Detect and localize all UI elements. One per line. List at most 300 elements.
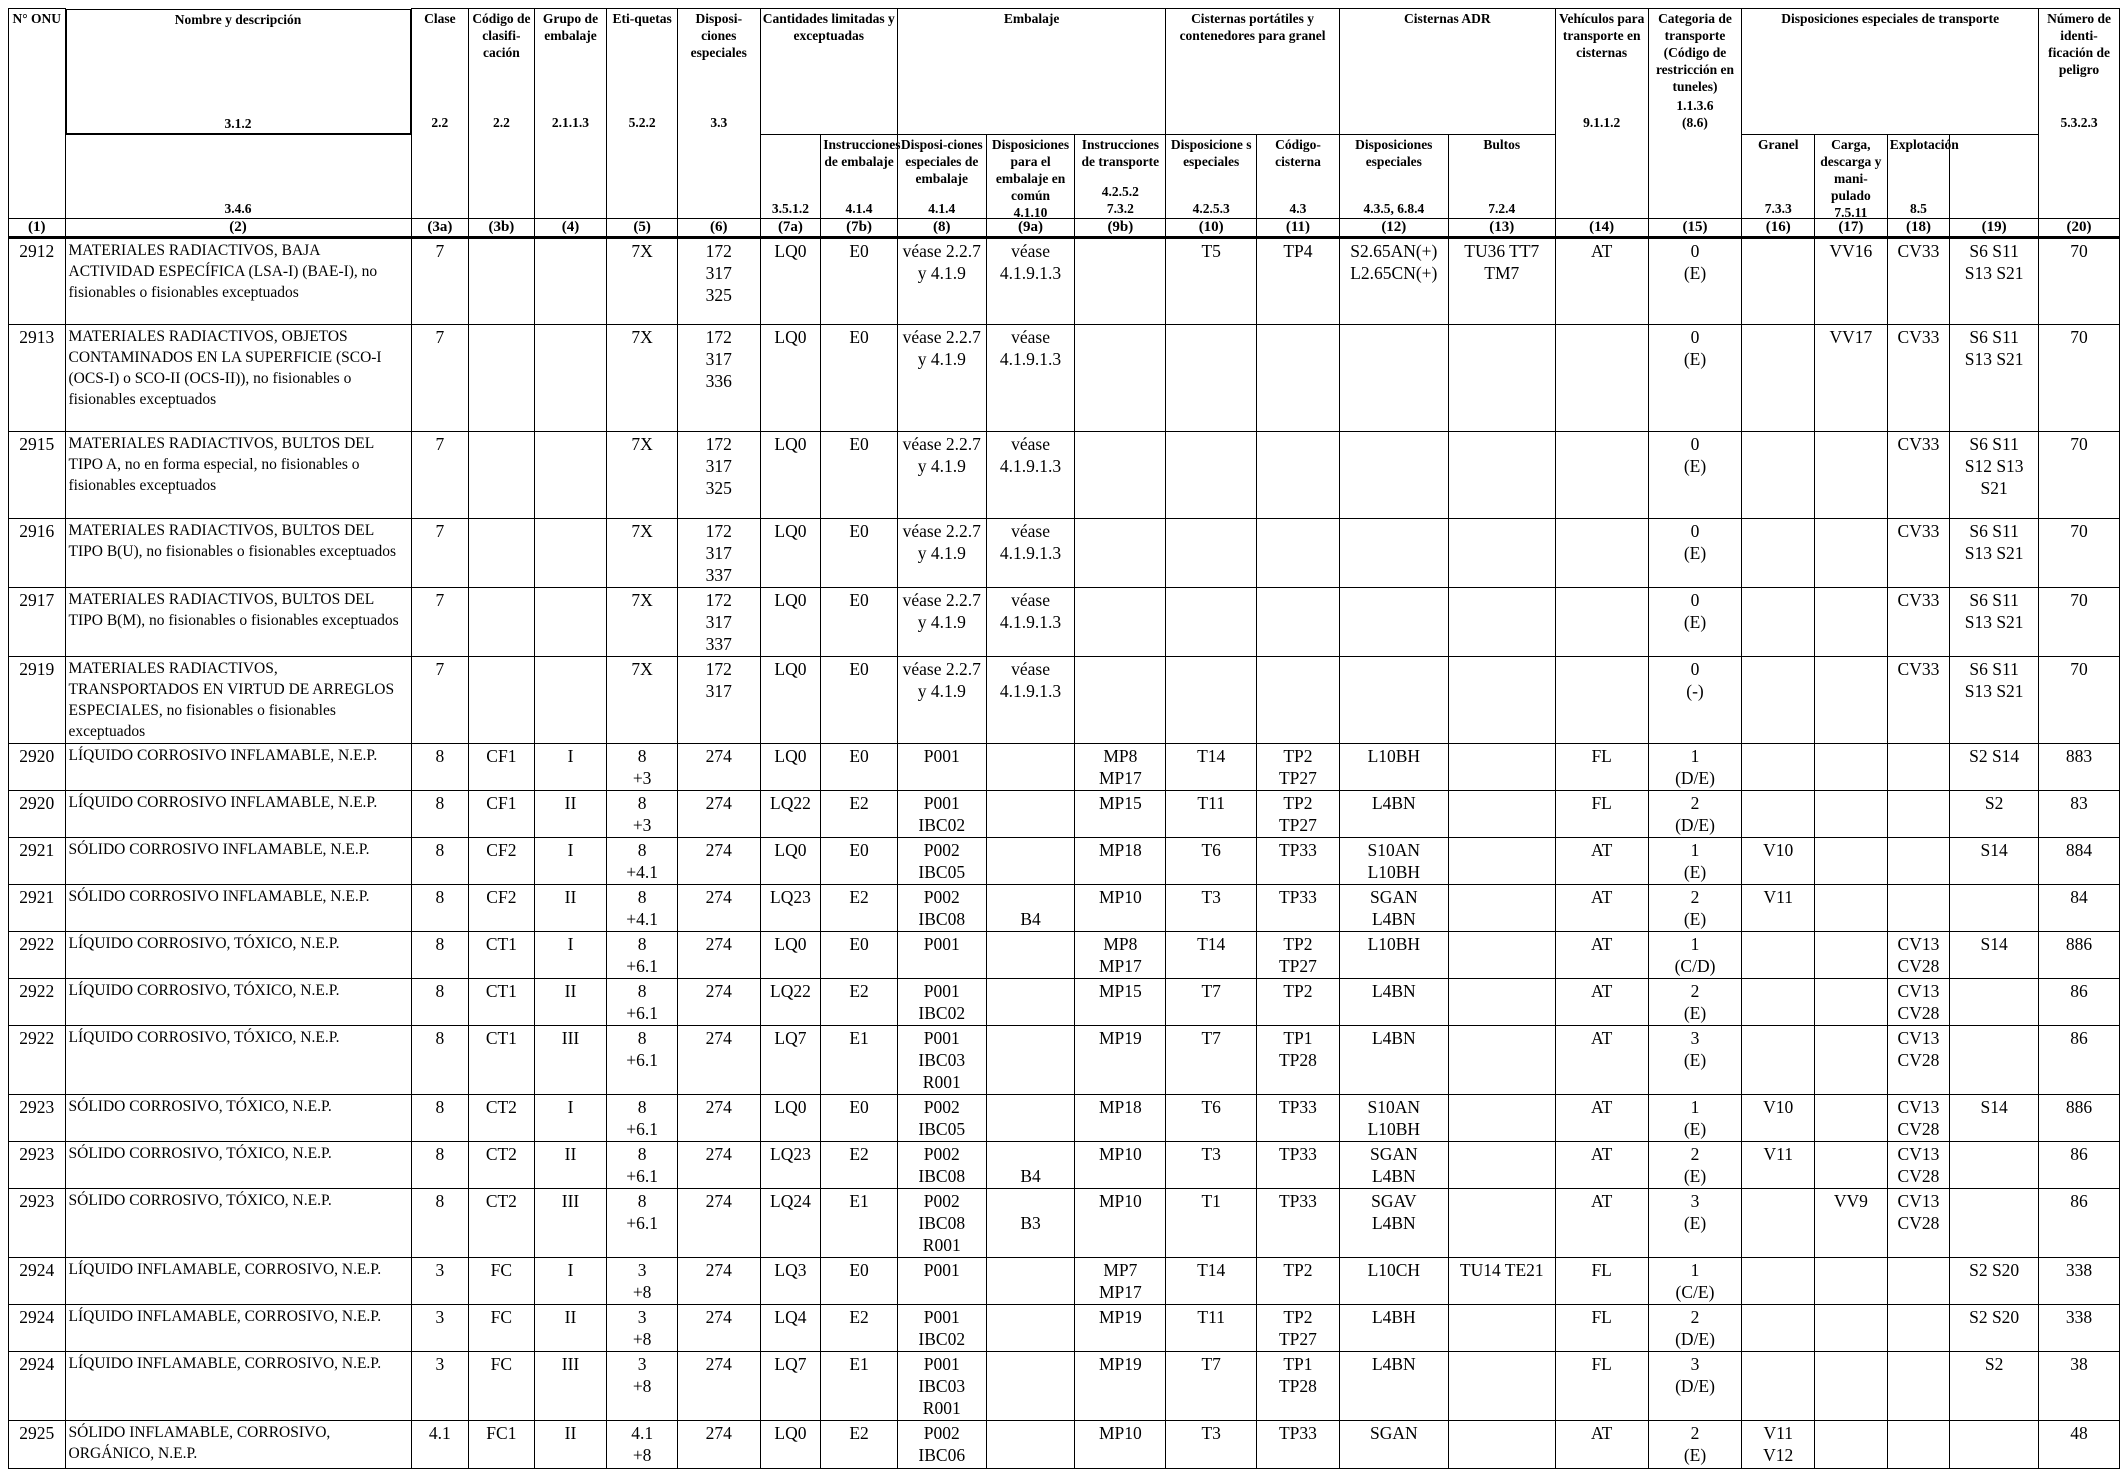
cell-packing-group <box>534 518 607 587</box>
cell-tank-provisions <box>1448 884 1555 931</box>
cell-class: 8 <box>411 790 469 837</box>
cell-excepted-quantity: E0 <box>821 1257 898 1304</box>
cell-mixed-packing: MP10 <box>1075 1141 1166 1188</box>
cell-mixed-packing: MP19 <box>1075 1025 1166 1094</box>
header-emb-comun: Disposiciones para el embalaje en común 4.1.10 <box>986 134 1075 218</box>
cell-transport-category: 1 (E) <box>1648 1094 1742 1141</box>
column-number: (17) <box>1815 218 1888 237</box>
cell-portable-tank-provisions <box>1257 518 1340 587</box>
cell-name-description: MATERIALES RADIACTIVOS, OBJETOS CONTAMINADOS EN LA SUPERFICIE (SCO-I (OCS-I) o SCO-II (OCS-II)), no fisionables o fisionables exceptuados <box>65 324 411 431</box>
cell-mixed-packing: MP10 <box>1075 884 1166 931</box>
cell-special-provisions: 172 317 336 <box>677 324 760 431</box>
cell-transport-category: 0 (E) <box>1648 237 1742 324</box>
cell-tank-code: L4BN <box>1339 1025 1448 1094</box>
cell-excepted-quantity: E0 <box>821 837 898 884</box>
cell-labels: 8 +6.1 <box>607 1188 678 1257</box>
cell-classification-code: FC1 <box>469 1420 535 1468</box>
cell-limited-quantity: LQ0 <box>760 743 821 790</box>
header-clase: Clase 2.2 <box>411 9 469 219</box>
cell-class: 8 <box>411 1025 469 1094</box>
table-row <box>9 790 2120 837</box>
cell-operation <box>1950 884 2039 931</box>
cell-special-packing-provisions <box>986 1351 1075 1420</box>
cell-tank-provisions <box>1448 931 1555 978</box>
cell-loading-unloading <box>1887 1351 1950 1420</box>
cell-tank-code: SGAV L4BN <box>1339 1188 1448 1257</box>
cell-classification-code <box>469 656 535 743</box>
cell-tank-vehicle: FL <box>1555 1304 1648 1351</box>
header-cisternas-portatiles: Cisternas portátiles y contenedores para granel <box>1166 9 1340 135</box>
cell-special-provisions: 172 317 325 <box>677 431 760 518</box>
cell-portable-tank-provisions <box>1257 431 1340 518</box>
cell-mixed-packing: MP10 <box>1075 1188 1166 1257</box>
cell-hazard-number: 84 <box>2039 884 2120 931</box>
cell-tank-provisions <box>1448 656 1555 743</box>
header-cp-instr: Instrucciones de transporte 4.2.5.2 7.3.2 <box>1075 134 1166 218</box>
cell-excepted-quantity: E2 <box>821 1304 898 1351</box>
cell-loading-unloading: CV13 CV28 <box>1887 1025 1950 1094</box>
cell-name-description: SÓLIDO CORROSIVO, TÓXICO, N.E.P. <box>65 1188 411 1257</box>
cell-tank-vehicle: AT <box>1555 237 1648 324</box>
cell-loading-unloading: CV33 <box>1887 518 1950 587</box>
cell-labels: 3 +8 <box>607 1304 678 1351</box>
cell-carriage-bulk <box>1815 656 1888 743</box>
cell-operation <box>1950 1420 2039 1468</box>
cell-carriage-packages <box>1742 1257 1815 1304</box>
cell-onu-number: 2922 <box>9 978 66 1025</box>
cell-hazard-number: 38 <box>2039 1351 2120 1420</box>
cell-carriage-packages <box>1742 587 1815 656</box>
cell-limited-quantity: LQ0 <box>760 587 821 656</box>
cell-carriage-packages <box>1742 743 1815 790</box>
cell-limited-quantity: LQ0 <box>760 931 821 978</box>
cell-name-description: LÍQUIDO CORROSIVO INFLAMABLE, N.E.P. <box>65 790 411 837</box>
cell-packing-group: III <box>534 1188 607 1257</box>
cell-portable-tank-provisions: TP1 TP28 <box>1257 1025 1340 1094</box>
cell-special-packing-provisions <box>986 743 1075 790</box>
cell-classification-code <box>469 324 535 431</box>
cell-portable-tank-instructions: T14 <box>1166 1257 1257 1304</box>
cell-portable-tank-provisions <box>1257 587 1340 656</box>
header-codigo: Código de clasifi-cación 2.2 <box>469 9 535 219</box>
cell-loading-unloading: CV33 <box>1887 656 1950 743</box>
cell-tank-code: L4BN <box>1339 978 1448 1025</box>
cell-hazard-number: 86 <box>2039 1025 2120 1094</box>
cell-loading-unloading: CV13 CV28 <box>1887 1188 1950 1257</box>
cell-classification-code: CT2 <box>469 1188 535 1257</box>
cell-packing-instructions: véase 2.2.7 y 4.1.9 <box>897 587 986 656</box>
cell-packing-instructions: P001 <box>897 931 986 978</box>
cell-operation: S14 <box>1950 931 2039 978</box>
cell-tank-vehicle <box>1555 324 1648 431</box>
table-row <box>9 324 2120 431</box>
column-number: (8) <box>897 218 986 237</box>
cell-transport-category: 2 (D/E) <box>1648 790 1742 837</box>
cell-classification-code <box>469 431 535 518</box>
cell-tank-vehicle: AT <box>1555 1025 1648 1094</box>
cell-class: 3 <box>411 1351 469 1420</box>
cell-excepted-quantity: E0 <box>821 931 898 978</box>
cell-carriage-packages: V11 V12 <box>1742 1420 1815 1468</box>
cell-onu-number: 2913 <box>9 324 66 431</box>
cell-carriage-bulk <box>1815 1094 1888 1141</box>
cell-name-description: LÍQUIDO INFLAMABLE, CORROSIVO, N.E.P. <box>65 1304 411 1351</box>
cell-special-provisions: 274 <box>677 978 760 1025</box>
cell-mixed-packing: MP8 MP17 <box>1075 743 1166 790</box>
cell-portable-tank-instructions: T6 <box>1166 837 1257 884</box>
cell-portable-tank-provisions: TP2 TP27 <box>1257 743 1340 790</box>
cell-packing-instructions: véase 2.2.7 y 4.1.9 <box>897 431 986 518</box>
header-disposiciones: Disposi-ciones especiales 3.3 <box>677 9 760 219</box>
cell-special-packing-provisions: B4 <box>986 1141 1075 1188</box>
header-embalaje: Embalaje <box>897 9 1165 135</box>
cell-transport-category: 0 (E) <box>1648 324 1742 431</box>
cell-operation: S2 S20 <box>1950 1304 2039 1351</box>
cell-excepted-quantity: E1 <box>821 1351 898 1420</box>
cell-carriage-packages <box>1742 656 1815 743</box>
cell-special-packing-provisions: B4 <box>986 884 1075 931</box>
cell-transport-category: 0 (E) <box>1648 587 1742 656</box>
column-number: (6) <box>677 218 760 237</box>
cell-excepted-quantity: E1 <box>821 1188 898 1257</box>
cell-mixed-packing: MP15 <box>1075 978 1166 1025</box>
header-nombre: Nombre y descripción 3.1.2 <box>66 9 411 134</box>
cell-hazard-number: 70 <box>2039 237 2120 324</box>
cell-carriage-packages <box>1742 1025 1815 1094</box>
cell-tank-code: S10AN L10BH <box>1339 837 1448 884</box>
cell-tank-provisions <box>1448 1351 1555 1420</box>
cell-special-packing-provisions <box>986 837 1075 884</box>
cell-limited-quantity: LQ7 <box>760 1351 821 1420</box>
header-cisternas-adr: Cisternas ADR <box>1339 9 1555 135</box>
cell-carriage-bulk <box>1815 587 1888 656</box>
table-row <box>9 1188 2120 1257</box>
cell-tank-vehicle: FL <box>1555 743 1648 790</box>
cell-limited-quantity: LQ23 <box>760 884 821 931</box>
header-cp-disp: Disposicione s especiales 4.2.5.3 <box>1166 134 1257 218</box>
cell-name-description: MATERIALES RADIACTIVOS, TRANSPORTADOS EN VIRTUD DE ARREGLOS ESPECIALES, no fisionables o fisionables exceptuados <box>65 656 411 743</box>
header-peligro: Número de identi-ficación de peligro 5.3.2.3 <box>2039 9 2120 219</box>
cell-tank-vehicle: AT <box>1555 931 1648 978</box>
cell-tank-code <box>1339 587 1448 656</box>
cell-operation: S6 S11 S13 S21 <box>1950 324 2039 431</box>
cell-packing-group: II <box>534 1304 607 1351</box>
cell-onu-number: 2917 <box>9 587 66 656</box>
cell-tank-vehicle: AT <box>1555 1188 1648 1257</box>
cell-limited-quantity: LQ0 <box>760 431 821 518</box>
cell-transport-category: 3 (D/E) <box>1648 1351 1742 1420</box>
cell-onu-number: 2924 <box>9 1351 66 1420</box>
cell-mixed-packing <box>1075 518 1166 587</box>
cell-loading-unloading: CV33 <box>1887 587 1950 656</box>
cell-tank-provisions <box>1448 587 1555 656</box>
cell-hazard-number: 884 <box>2039 837 2120 884</box>
cell-special-provisions: 172 317 <box>677 656 760 743</box>
cell-class: 8 <box>411 1141 469 1188</box>
cell-class: 7 <box>411 431 469 518</box>
cell-special-provisions: 274 <box>677 1351 760 1420</box>
cell-packing-instructions: véase 2.2.7 y 4.1.9 <box>897 324 986 431</box>
cell-operation: S2 S14 <box>1950 743 2039 790</box>
cell-loading-unloading: CV33 <box>1887 324 1950 431</box>
cell-tank-provisions <box>1448 324 1555 431</box>
cell-classification-code: CT1 <box>469 1025 535 1094</box>
cell-tank-vehicle: AT <box>1555 837 1648 884</box>
cell-transport-category: 3 (E) <box>1648 1188 1742 1257</box>
cell-class: 8 <box>411 743 469 790</box>
cell-portable-tank-provisions: TP2 TP27 <box>1257 1304 1340 1351</box>
cell-hazard-number: 70 <box>2039 324 2120 431</box>
cell-tank-vehicle: AT <box>1555 1420 1648 1468</box>
cell-packing-group <box>534 656 607 743</box>
cell-loading-unloading: CV13 CV28 <box>1887 978 1950 1025</box>
cell-onu-number: 2921 <box>9 884 66 931</box>
table-row <box>9 1141 2120 1188</box>
cell-packing-group: I <box>534 743 607 790</box>
cell-special-provisions: 274 <box>677 1141 760 1188</box>
header-etiquetas: Eti-quetas 5.2.2 <box>607 9 678 219</box>
cell-onu-number: 2922 <box>9 931 66 978</box>
cell-tank-code: SGAN L4BN <box>1339 1141 1448 1188</box>
cell-packing-instructions: P002 IBC05 <box>897 837 986 884</box>
cell-class: 7 <box>411 518 469 587</box>
header-onu: N° ONU <box>9 9 66 219</box>
cell-loading-unloading <box>1887 790 1950 837</box>
column-number: (5) <box>607 218 678 237</box>
cell-special-provisions: 274 <box>677 1304 760 1351</box>
cell-special-packing-provisions: véase 4.1.9.1.3 <box>986 237 1075 324</box>
cell-excepted-quantity: E0 <box>821 431 898 518</box>
cell-special-packing-provisions: véase 4.1.9.1.3 <box>986 587 1075 656</box>
cell-tank-provisions <box>1448 1304 1555 1351</box>
cell-name-description: MATERIALES RADIACTIVOS, BULTOS DEL TIPO B(M), no fisionables o fisionables exceptuados <box>65 587 411 656</box>
table-body <box>9 237 2120 1468</box>
column-number: (20) <box>2039 218 2120 237</box>
cell-name-description: SÓLIDO CORROSIVO, TÓXICO, N.E.P. <box>65 1141 411 1188</box>
cell-loading-unloading: CV13 CV28 <box>1887 1141 1950 1188</box>
column-number: (9b) <box>1075 218 1166 237</box>
cell-mixed-packing <box>1075 431 1166 518</box>
cell-labels: 4.1 +8 <box>607 1420 678 1468</box>
cell-hazard-number: 70 <box>2039 587 2120 656</box>
column-number: (7a) <box>760 218 821 237</box>
cell-labels: 8 +4.1 <box>607 884 678 931</box>
cell-portable-tank-provisions: TP33 <box>1257 1094 1340 1141</box>
cell-packing-group <box>534 431 607 518</box>
cell-tank-provisions: TU14 TE21 <box>1448 1257 1555 1304</box>
header-disp-transporte: Disposiciones especiales de transporte <box>1742 9 2039 135</box>
cell-transport-category: 3 (E) <box>1648 1025 1742 1094</box>
cell-limited-quantity: LQ7 <box>760 1025 821 1094</box>
cell-mixed-packing <box>1075 656 1166 743</box>
ref-2: 3.1.2 <box>224 115 252 131</box>
table-row <box>9 978 2120 1025</box>
column-number: (10) <box>1166 218 1257 237</box>
cell-limited-quantity: LQ0 <box>760 324 821 431</box>
table-row <box>9 431 2120 518</box>
column-number: (18) <box>1887 218 1950 237</box>
cell-transport-category: 0 (-) <box>1648 656 1742 743</box>
cell-tank-code: S2.65AN(+) L2.65CN(+) <box>1339 237 1448 324</box>
cell-portable-tank-provisions <box>1257 324 1340 431</box>
cell-carriage-bulk <box>1815 518 1888 587</box>
cell-packing-instructions: P002 IBC08 R001 <box>897 1188 986 1257</box>
cell-packing-instructions: P001 <box>897 743 986 790</box>
cell-labels: 7X <box>607 518 678 587</box>
cell-labels: 3 +8 <box>607 1351 678 1420</box>
cell-portable-tank-instructions: T7 <box>1166 1351 1257 1420</box>
cell-special-provisions: 274 <box>677 837 760 884</box>
cell-loading-unloading <box>1887 1257 1950 1304</box>
cell-onu-number: 2924 <box>9 1304 66 1351</box>
cell-tank-provisions <box>1448 1188 1555 1257</box>
cell-limited-quantity: LQ22 <box>760 790 821 837</box>
cell-portable-tank-instructions: T14 <box>1166 743 1257 790</box>
cell-tank-code <box>1339 518 1448 587</box>
cell-tank-code: L10BH <box>1339 931 1448 978</box>
cell-transport-category: 2 (E) <box>1648 978 1742 1025</box>
cell-special-packing-provisions <box>986 1420 1075 1468</box>
column-number: (14) <box>1555 218 1648 237</box>
cell-carriage-bulk <box>1815 837 1888 884</box>
cell-operation <box>1950 978 2039 1025</box>
cell-packing-group <box>534 324 607 431</box>
cell-mixed-packing: MP19 <box>1075 1351 1166 1420</box>
cell-carriage-packages <box>1742 978 1815 1025</box>
cell-transport-category: 0 (E) <box>1648 518 1742 587</box>
cell-labels: 8 +6.1 <box>607 978 678 1025</box>
cell-loading-unloading <box>1887 1304 1950 1351</box>
cell-tank-provisions <box>1448 743 1555 790</box>
cell-tank-vehicle: AT <box>1555 978 1648 1025</box>
cell-carriage-packages <box>1742 1351 1815 1420</box>
cell-portable-tank-provisions: TP2 <box>1257 1257 1340 1304</box>
cell-transport-category: 0 (E) <box>1648 431 1742 518</box>
column-number: (3a) <box>411 218 469 237</box>
cell-portable-tank-instructions: T3 <box>1166 884 1257 931</box>
cell-carriage-bulk <box>1815 1025 1888 1094</box>
cell-carriage-packages <box>1742 324 1815 431</box>
cell-packing-group: II <box>534 978 607 1025</box>
cell-packing-instructions: véase 2.2.7 y 4.1.9 <box>897 237 986 324</box>
column-number: (11) <box>1257 218 1340 237</box>
cell-onu-number: 2924 <box>9 1257 66 1304</box>
cell-name-description: LÍQUIDO CORROSIVO INFLAMABLE, N.E.P. <box>65 743 411 790</box>
cell-operation: S14 <box>1950 1094 2039 1141</box>
cell-class: 3 <box>411 1304 469 1351</box>
cell-hazard-number: 883 <box>2039 743 2120 790</box>
cell-carriage-packages <box>1742 931 1815 978</box>
header-vehiculos: Vehículos para transporte en cisternas 9.1.1.2 <box>1555 9 1648 219</box>
cell-special-provisions: 172 317 337 <box>677 518 760 587</box>
cell-hazard-number: 86 <box>2039 1188 2120 1257</box>
cell-tank-provisions <box>1448 1141 1555 1188</box>
cell-classification-code: FC <box>469 1351 535 1420</box>
cell-portable-tank-instructions: T11 <box>1166 1304 1257 1351</box>
cell-class: 8 <box>411 1094 469 1141</box>
cell-hazard-number: 886 <box>2039 931 2120 978</box>
cell-special-packing-provisions <box>986 790 1075 837</box>
cell-tank-vehicle <box>1555 587 1648 656</box>
cell-tank-vehicle <box>1555 656 1648 743</box>
cell-excepted-quantity: E2 <box>821 1141 898 1188</box>
cell-transport-category: 2 (E) <box>1648 1141 1742 1188</box>
cell-special-packing-provisions: véase 4.1.9.1.3 <box>986 656 1075 743</box>
cell-special-provisions: 274 <box>677 1094 760 1141</box>
cell-tank-code <box>1339 431 1448 518</box>
cell-transport-category: 1 (C/D) <box>1648 931 1742 978</box>
column-number: (4) <box>534 218 607 237</box>
cell-classification-code: FC <box>469 1257 535 1304</box>
cell-operation <box>1950 1188 2039 1257</box>
cell-class: 8 <box>411 884 469 931</box>
cell-transport-category: 2 (E) <box>1648 884 1742 931</box>
cell-portable-tank-instructions: T6 <box>1166 1094 1257 1141</box>
cell-special-packing-provisions: véase 4.1.9.1.3 <box>986 431 1075 518</box>
cell-carriage-bulk <box>1815 431 1888 518</box>
cell-limited-quantity: LQ3 <box>760 1257 821 1304</box>
cell-packing-group: II <box>534 1141 607 1188</box>
table-row <box>9 1094 2120 1141</box>
cell-name-description: SÓLIDO INFLAMABLE, CORROSIVO, ORGÁNICO, N.E.P. <box>65 1420 411 1468</box>
cell-limited-quantity: LQ0 <box>760 237 821 324</box>
cell-packing-instructions: P001 IBC03 R001 <box>897 1025 986 1094</box>
cell-loading-unloading: CV13 CV28 <box>1887 1094 1950 1141</box>
column-number: (19) <box>1950 218 2039 237</box>
cell-special-packing-provisions <box>986 1094 1075 1141</box>
cell-hazard-number: 70 <box>2039 656 2120 743</box>
cell-excepted-quantity: E1 <box>821 1025 898 1094</box>
cell-classification-code <box>469 518 535 587</box>
cell-carriage-packages <box>1742 518 1815 587</box>
cell-tank-code <box>1339 656 1448 743</box>
cell-name-description: LÍQUIDO INFLAMABLE, CORROSIVO, N.E.P. <box>65 1257 411 1304</box>
column-number: (15) <box>1648 218 1742 237</box>
cell-hazard-number: 338 <box>2039 1304 2120 1351</box>
cell-tank-provisions: TU36 TT7 TM7 <box>1448 237 1555 324</box>
cell-onu-number: 2920 <box>9 743 66 790</box>
cell-name-description: SÓLIDO CORROSIVO, TÓXICO, N.E.P. <box>65 1094 411 1141</box>
cell-portable-tank-instructions: T5 <box>1166 237 1257 324</box>
cell-tank-provisions <box>1448 1420 1555 1468</box>
cell-limited-quantity: LQ23 <box>760 1141 821 1188</box>
cell-special-provisions: 274 <box>677 790 760 837</box>
cell-packing-instructions: P002 IBC06 <box>897 1420 986 1468</box>
cell-tank-vehicle: FL <box>1555 790 1648 837</box>
cell-special-provisions: 274 <box>677 1025 760 1094</box>
cell-mixed-packing: MP15 <box>1075 790 1166 837</box>
cell-limited-quantity: LQ22 <box>760 978 821 1025</box>
table-row <box>9 1304 2120 1351</box>
header-7b: 3.5.1.2 <box>760 134 821 218</box>
cell-special-packing-provisions: B3 <box>986 1188 1075 1257</box>
cell-operation <box>1950 1025 2039 1094</box>
cell-labels: 8 +3 <box>607 743 678 790</box>
cell-name-description: LÍQUIDO CORROSIVO, TÓXICO, N.E.P. <box>65 931 411 978</box>
cell-operation: S14 <box>1950 837 2039 884</box>
cell-tank-code: L4BN <box>1339 1351 1448 1420</box>
column-number: (1) <box>9 218 66 237</box>
cell-packing-instructions: P002 IBC05 <box>897 1094 986 1141</box>
cell-packing-instructions: véase 2.2.7 y 4.1.9 <box>897 518 986 587</box>
cell-mixed-packing: MP18 <box>1075 837 1166 884</box>
table-row <box>9 656 2120 743</box>
cell-portable-tank-instructions: T7 <box>1166 1025 1257 1094</box>
cell-name-description: LÍQUIDO CORROSIVO, TÓXICO, N.E.P. <box>65 978 411 1025</box>
cell-hazard-number: 70 <box>2039 431 2120 518</box>
header-dt-bultos: Bultos 7.2.4 <box>1448 134 1555 218</box>
cell-carriage-bulk <box>1815 743 1888 790</box>
